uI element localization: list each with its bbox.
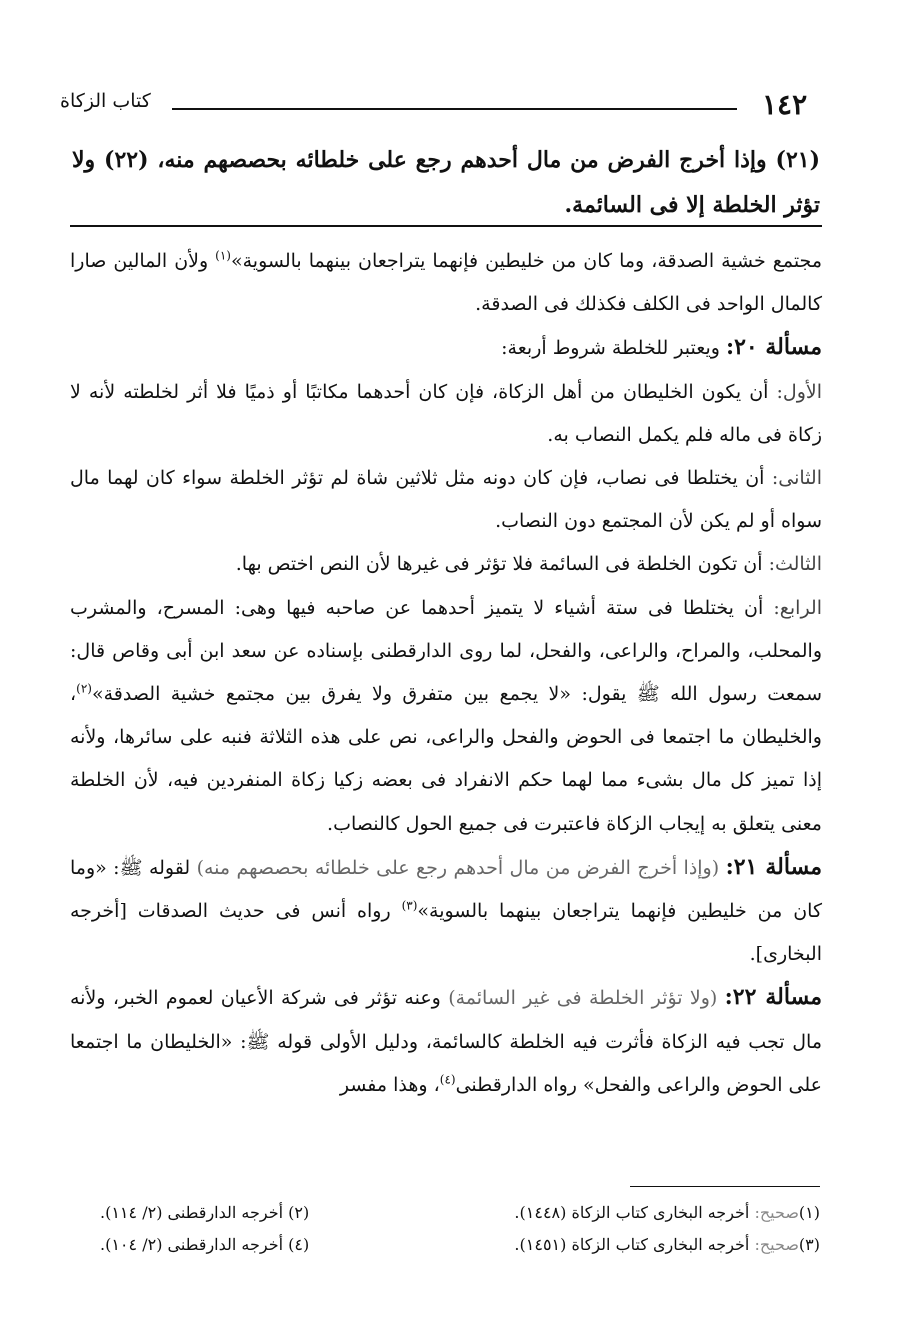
header-rule (172, 108, 737, 110)
footnote-ref[interactable]: (٣) (401, 898, 418, 913)
paragraph-text: أن يختلطا فى نصاب، فإن كان دونه مثل ثلاثين شاة لم تؤثر الخلطة سواء كان لهما مال سواه أو لم يكن لأن المجتمع دون النصاب. (70, 467, 822, 533)
footnote-text: أخرجه البخارى كتاب الزكاة (١٤٥١). (514, 1235, 755, 1254)
footnote-text: أخرجه البخارى كتاب الزكاة (١٤٤٨). (514, 1203, 755, 1222)
paragraph-1 (70, 240, 822, 326)
footnote-ref[interactable]: (١) (215, 248, 231, 263)
footnote-ref[interactable]: (٤) (439, 1072, 456, 1087)
grade-tag: صحيح: (754, 1235, 799, 1254)
paragraph-issue-21 (70, 846, 822, 977)
paragraph-issue-20 (70, 326, 822, 370)
footnote-4: (٤) أخرجه الدارقطنى (٢/ ١٠٤). (100, 1235, 310, 1254)
footnote-number: (١) (798, 1203, 820, 1222)
paragraph-text: ، وهذا مفسر (339, 1073, 440, 1096)
footnote-row (100, 1197, 820, 1229)
paragraph-text: أن يكون الخليطان من أهل الزكاة، فإن كان أحدهما مكاتبًا أو ذميًا فلا أثر لخلطته لأنه لا زكاة فى ماله فلم يكمل النصاب به. (70, 380, 822, 446)
condition-first (70, 371, 822, 457)
commentary-body (70, 240, 822, 1107)
paragraph-issue-22 (70, 976, 822, 1107)
condition-third (70, 543, 822, 586)
footnote-ref[interactable]: (٢) (76, 681, 92, 696)
condition-label: الثانى: (771, 467, 822, 490)
issue-heading: مسألة ٢١: (725, 853, 822, 880)
paragraph-text: وعنه تؤثر فى شركة الأعيان لعموم الخبر، ولأنه مال تجب فيه الزكاة فأثرت فيه الخلطة كالسائمة، ودليل الأولى قوله ﷺ: «الخليطان ما اجتمعا على الحوض والراعى والفحل» رواه الدارقطنى (70, 987, 822, 1096)
condition-label: الرابع: (773, 596, 822, 619)
paragraph-text: مجتمع خشية الصدقة، وما كان من خليطين فإنهما يتراجعان بينهما بالسوية» (230, 250, 822, 272)
condition-label: الأول: (776, 380, 822, 403)
running-title: كتاب الزكاة (60, 90, 151, 112)
paragraph-text: رواه أنس فى حديث الصدقات [أخرجه البخارى]. (70, 900, 822, 966)
matn-divider (70, 225, 822, 227)
paragraph-text: لقوله ﷺ: «وما كان من خليطين فإنهما يتراجعان بينهما بالسوية» (70, 856, 822, 923)
footnote-1 (514, 1197, 820, 1229)
quoted-matn: (ولا تؤثر الخلطة فى غير السائمة) (448, 987, 725, 1010)
condition-fourth (70, 587, 822, 846)
condition-second (70, 457, 822, 543)
footnote-2: (٢) أخرجه الدارقطنى (٢/ ١١٤). (100, 1203, 310, 1222)
grade-tag: صحيح: (754, 1203, 799, 1222)
issue-heading: مسألة ٢٢: (724, 984, 822, 1011)
issue-heading: مسألة ٢٠: (725, 334, 822, 361)
footnotes (100, 1197, 820, 1261)
footnote-3 (514, 1229, 820, 1261)
paragraph-text: ويعتبر للخلطة شروط أربعة: (501, 337, 726, 360)
paragraph-text: ، والخليطان ما اجتمعا فى الحوض والفحل والراعى، نص على هذه الثلاثة فنبه على سائرها، ولأنه إذا تميز كل مال بشىء مما لهما حكم الانفراد فى بعضه زكيا زكاة المنفردين فيه، لأن الخلطة معنى يتعلق به إيجاب الزكاة فاعتبرت فى جميع الحول كالنصاب. (70, 683, 822, 835)
paragraph-text: أن يختلطا فى ستة أشياء لا يتميز أحدهما عن صاحبه فيها وهى: المسرح، والمشرب والمحلب، والمراح، والراعى، والفحل، لما روى الدارقطنى بإسناده عن سعد ابن أبى وقاص قال: سمعت رسول الله ﷺ يقول: «لا يجمع بين متفرق ولا يفرق بين مجتمع خشية الصدقة» (70, 596, 822, 706)
footnote-number: (٣) (798, 1235, 820, 1254)
footnote-row (100, 1229, 820, 1261)
page-number: ١٤٢ (762, 88, 808, 121)
matn-text: (٢١) وإذا أخرج الفرض من مال أحدهم رجع على خلطائه بحصصهم منه، (٢٢) ولا تؤثر الخلطة إلا فى السائمة. (72, 147, 820, 218)
paragraph-text: أن تكون الخلطة فى السائمة فلا تؤثر فى غيرها لأن النص اختص بها. (235, 553, 769, 576)
quoted-matn: (وإذا أخرج الفرض من مال أحدهم رجع على خلطائه بحصصهم منه) (196, 856, 726, 879)
footnote-divider (630, 1186, 820, 1187)
paragraph-text: ولأن المالين صارا كالمال الواحد فى الكلف فكذلك فى الصدقة. (70, 250, 822, 316)
condition-label: الثالث: (768, 553, 822, 576)
